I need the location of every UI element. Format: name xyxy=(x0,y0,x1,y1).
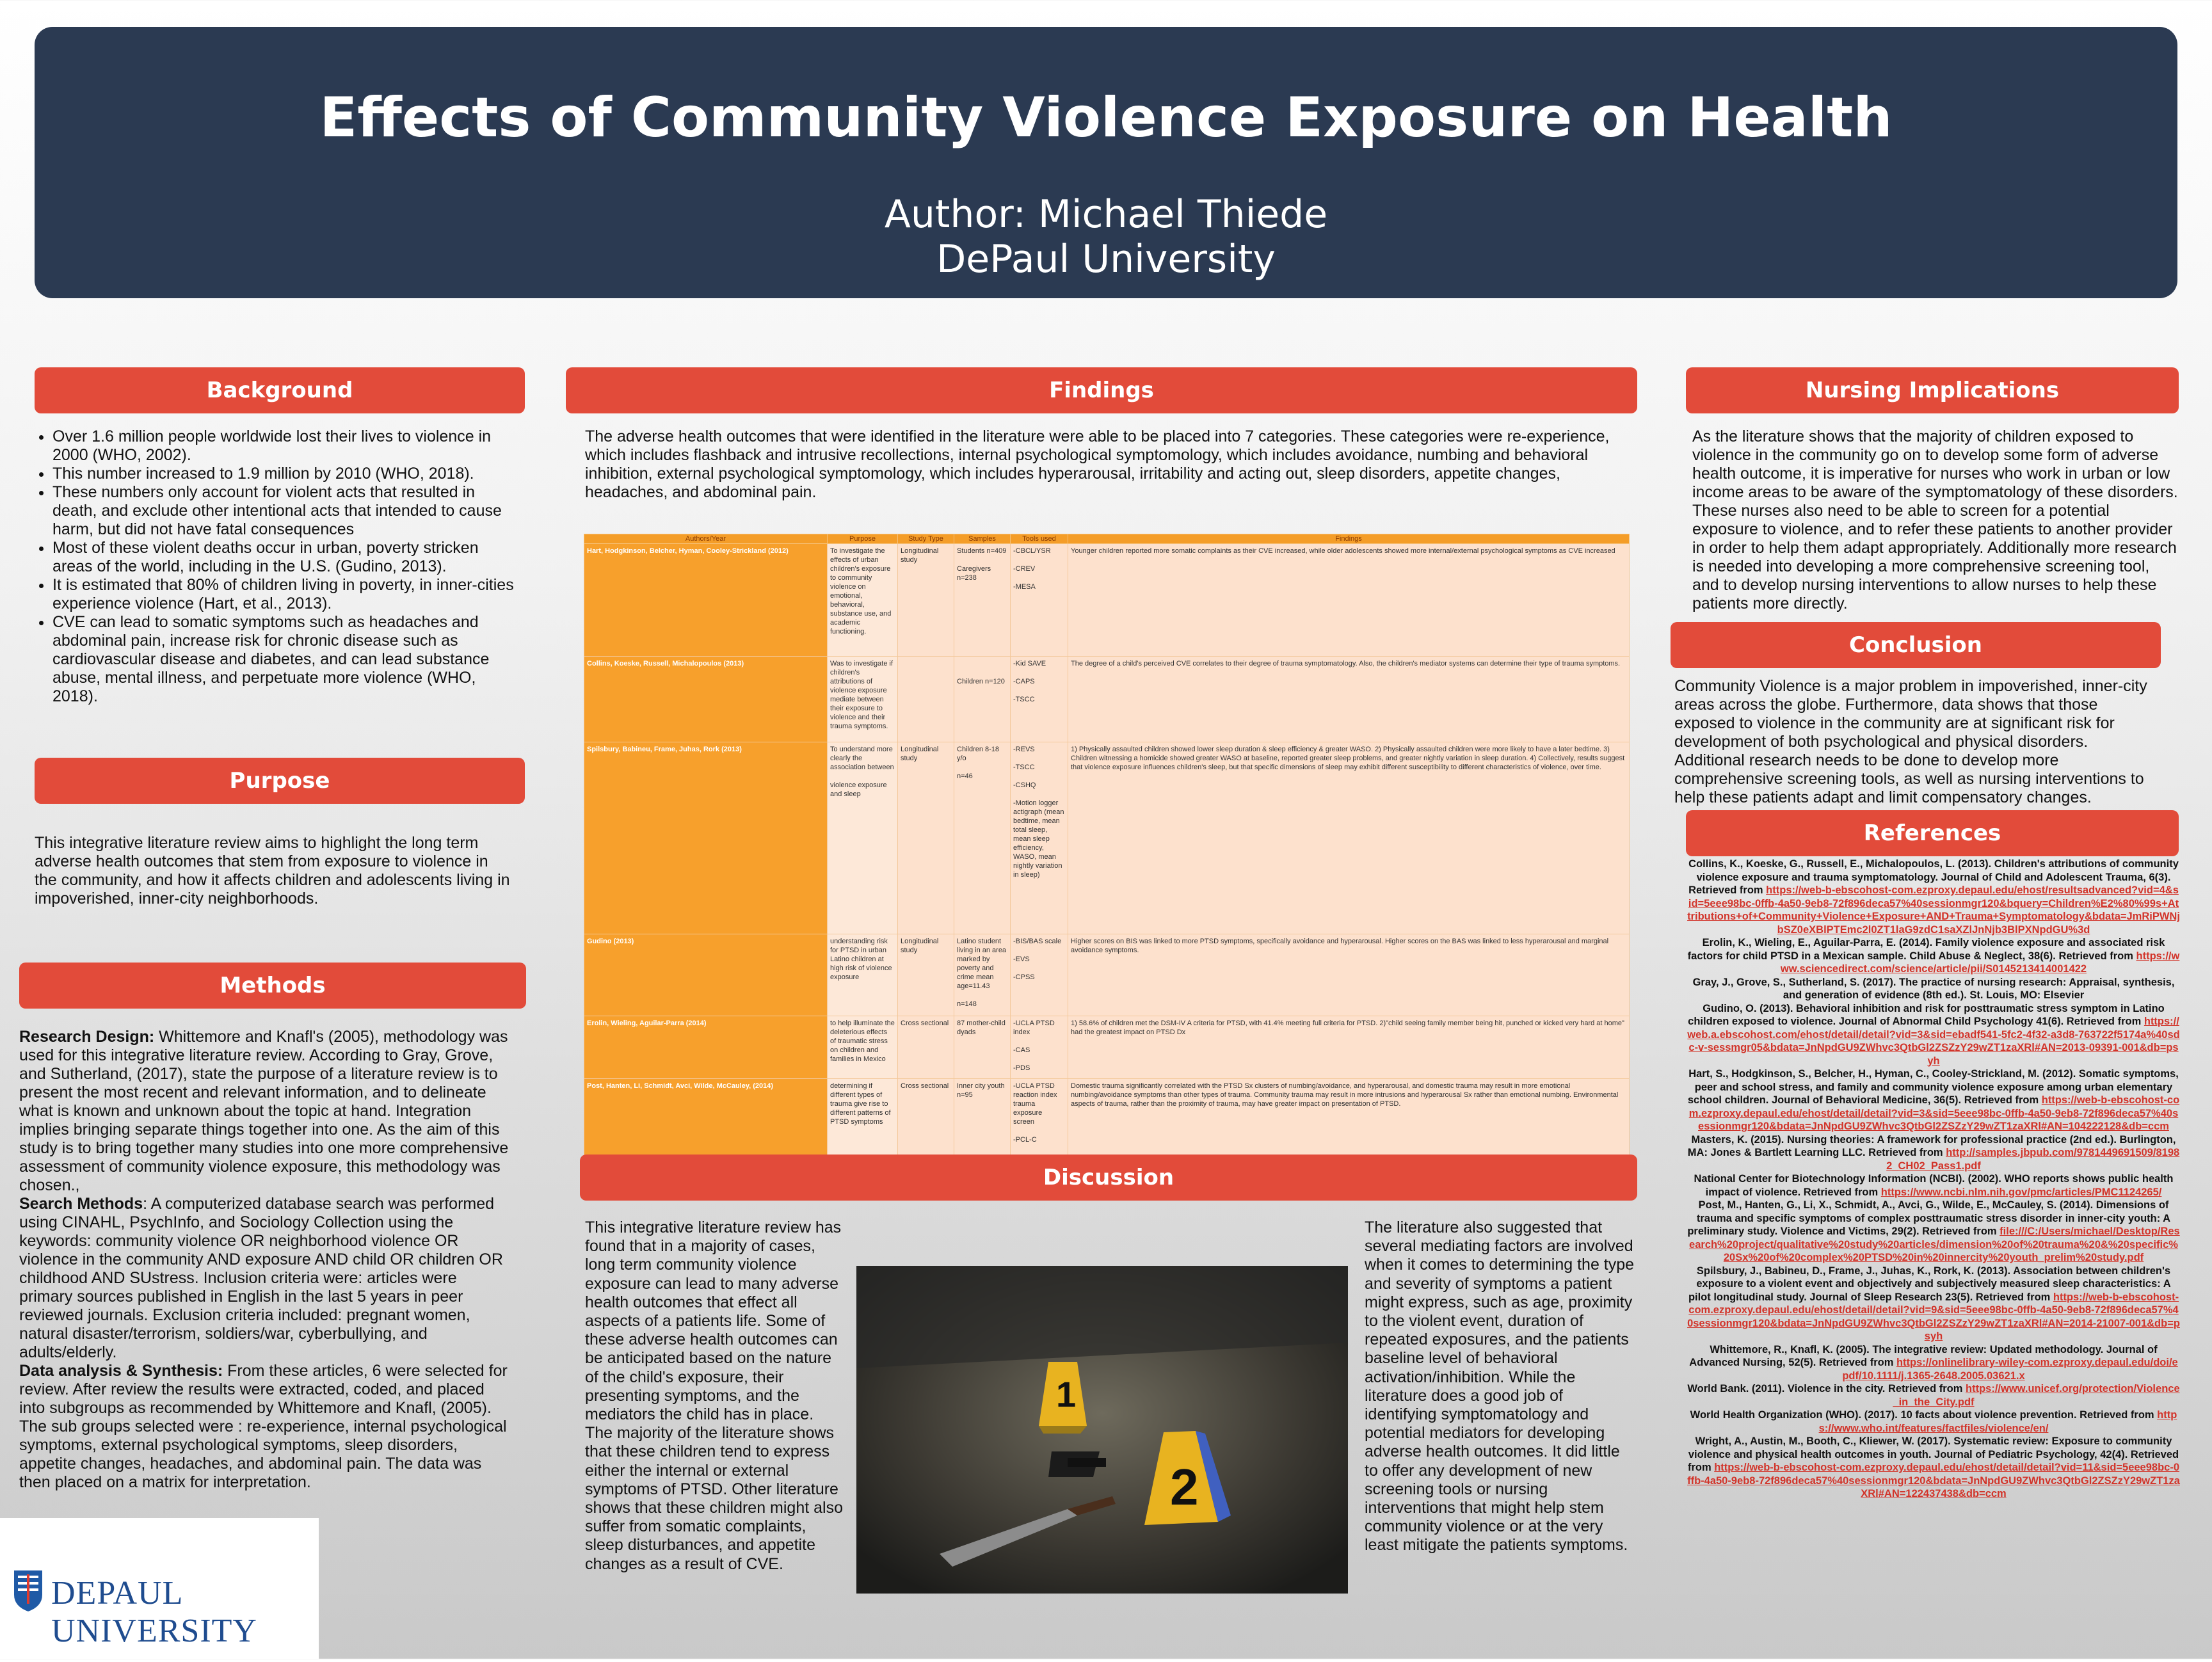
author-line: Author: Michael Thiede xyxy=(884,192,1328,237)
reference-link[interactable]: https://onlinelibrary-wiley-com.ezproxy.depaul.edu/doi/epdf/10.1111/j.1365-2648.2005.03621.x xyxy=(1842,1357,2178,1382)
findings-intro xyxy=(585,427,1628,502)
references-list xyxy=(1687,858,2180,1501)
matrix-cell-tools: -CBCL/YSR -CREV -MESA xyxy=(1011,544,1068,657)
matrix-cell-findings: 1) 58.6% of children met the DSM-IV A criteria for PTSD, with 41.4% meeting full criteria for PTSD. 2)"child seeing family member being hit, punched or kicked very hard at home" had the greatest impact on PTSD Dx xyxy=(1068,1016,1630,1079)
findings-intro-text: The adverse health outcomes that were identified in the literature were able to be placed into 7 categories. These categories were re-experience, which includes flashback and intrusive recollections, internal psychological symptomology, which includes avoidance, numbing and behavioral inhibition, external psychological symptomology, which includes hyperarousal, irritability and acting out, sleep disorders, appetite changes, headaches, and abdominal pain. xyxy=(585,427,1610,501)
background-bullet: • This number increased to 1.9 million by 2010 (WHO, 2018). xyxy=(52,465,521,483)
reference-link[interactable]: https://web-b-ebscohost-com.ezproxy.depaul.edu/ehost/detail/detail?vid=3&sid=5eee98bc-0ffb-4a50-9eb8-72f896deca57%40sessionmgr120&bdata=JnNpdGU9ZWhvc3QtbGl2ZSZzY29wZT1zaXRl#AN=104222128&db=ccm xyxy=(1688,1094,2180,1132)
matrix-cell-authors: Post, Hanten, Li, Schmidt, Avci, Wilde, McCauley, (2014) xyxy=(584,1079,828,1156)
matrix-cell-tools: -UCLA PTSD index -CAS -PDS xyxy=(1011,1016,1068,1079)
findings-header: Findings xyxy=(566,367,1637,413)
reference-text: Post, M., Hanten, G., Li, X., Schmidt, A., Avci, G., Wilde, E., McCauley, S. (2014). Dimensions of trauma and specific symptoms of complex posttraumatic stress disorder in inner-city youth: A preliminary study. Violence and Victims, 29(2). Retrieved from xyxy=(1687,1199,2171,1237)
reference-text: Whittemore, R., Knafl, K. (2005). The integrative review: Updated methodology. Journal of Advanced Nursing, 52(5). Retrieved from xyxy=(1689,1343,2158,1368)
search-label: Search Methods xyxy=(19,1195,143,1213)
methods-analysis xyxy=(19,1362,512,1492)
matrix-cell-findings: Younger children reported more somatic complaints as their CVE increased, while older adolescents showed more internal/external psychological symptoms as CVE increased xyxy=(1068,544,1630,657)
nursing-text: As the literature shows that the majority of children exposed to violence in the community go on to develop some form of adverse health outcome, it is imperative for nurses who work in urban or low income areas to be aware of the symptomatology of these disorders. These nurses also need to be able to screen for a potential exposure to violence, and to refer these patients to another provider in order to help them adapt appropriately. Additionally more research is needed into developing a more comprehensive screening tool, and to develop nursing interventions to allow nurses to help these patients more directly. xyxy=(1692,427,2178,612)
nursing-header: Nursing Implications xyxy=(1686,367,2179,413)
matrix-cell-purpose: To investigate the effects of urban children's exposure to community violence on emotional, behavioral, substance use, and academic functioning. xyxy=(828,544,898,657)
matrix-cell-authors: Gudino (2013) xyxy=(584,934,828,1016)
reference-text: National Center for Biotechnology Information (NCBI). (2002). WHO reports shows public health impact of violence. Retrieved from xyxy=(1694,1173,2174,1198)
literature-matrix xyxy=(584,534,1630,1156)
matrix-cell-authors: Spilsbury, Babineu, Frame, Juhas, Rork (2013) xyxy=(584,742,828,934)
matrix-header-cell: Study Type xyxy=(898,534,954,544)
conclusion-body xyxy=(1674,677,2161,807)
matrix-cell-purpose: To understand more clearly the association between violence exposure and sleep xyxy=(828,742,898,934)
reference-link[interactable]: https://www.sciencedirect.com/science/article/pii/S0145213414001422 xyxy=(1780,950,2180,975)
reference-link[interactable]: file:///C:/Users/michael/Desktop/Research%20project/qualitative%20study%20articles/dimension%20of%20trauma%20&%20specific%20Sx%20of%20complex%20PTSD%20in%20innercity%20youth_prelim%20study.pdf xyxy=(1689,1226,2180,1263)
reference-link[interactable]: https://web.a.ebscohost.com/ehost/detail/detail?vid=3&sid=ebadf541-5fc2-4f32-a3d8-763722f5174a%40sdc-v-sessmgr05&bdata=JnNpdGU9ZWhvc3QtbGl2ZSZzY29wZT1zaXRl#AN=2013-09391-001&db=psyh xyxy=(1687,1016,2180,1067)
matrix-cell-tools: -BIS/BAS scale -EVS -CPSS xyxy=(1011,934,1068,1016)
matrix-table xyxy=(584,534,1630,1156)
reference-entry xyxy=(1687,858,2180,936)
reference-entry xyxy=(1687,1002,2180,1068)
matrix-cell-findings: The degree of a child's perceived CVE correlates to their degree of trauma symptomatology. Also, the children's mediator systems can determine their type of trauma symptoms. xyxy=(1068,657,1630,742)
matrix-cell-findings: Higher scores on BIS was linked to more PTSD symptoms, specifically avoidance and hyperarousal. Higher scores on the BAS was linked to less hyperarousal and marginal avoidance symptoms. xyxy=(1068,934,1630,1016)
marker-2-label: 2 xyxy=(1170,1458,1199,1515)
matrix-header-cell: Purpose xyxy=(828,534,898,544)
reference-text: World Bank. (2011). Violence in the city. Retrieved from xyxy=(1687,1383,1966,1394)
matrix-cell-purpose: to help illuminate the deleterious effects of traumatic stress on children and families in Mexico xyxy=(828,1016,898,1079)
matrix-cell-samples: Children 8-18 y/o n=46 xyxy=(954,742,1011,934)
matrix-header-cell: Samples xyxy=(954,534,1011,544)
discussion-right xyxy=(1365,1219,1637,1555)
reference-link[interactable]: https://www.who.int/features/factfiles/violence/en/ xyxy=(1818,1409,2177,1434)
background-bullet: • Most of these violent deaths occur in urban, poverty stricken areas of the world, including in the U.S. (Gudino, 2013). xyxy=(52,539,521,576)
depaul-logo xyxy=(0,1518,319,1659)
matrix-cell-purpose: understanding risk for PTSD in urban Latino children at high risk of violence exposure xyxy=(828,934,898,1016)
matrix-cell-purpose: Was to investigate if children's attributions of violence exposure mediate between their exposure to violence and their trauma symptoms. xyxy=(828,657,898,742)
matrix-cell-type xyxy=(898,657,954,742)
matrix-header-cell: Authors/Year xyxy=(584,534,828,544)
search-text: : A computerized database search was performed using CINAHL, PsychInfo, and Sociology Collection using the keywords: community violence OR neighborhood violence OR violence in the community AND exposure AND child OR children OR childhood AND SUstress. Inclusion criteria were: articles were primary sources published in English in the last 5 years in peer reviewed journals. Exclusion criteria included: pregnant women, natural disaster/terrorism, soldiers/war, cyberbullying, and adults/elderly. xyxy=(19,1195,503,1361)
nursing-body xyxy=(1692,427,2179,613)
methods-body xyxy=(19,1028,512,1492)
conclusion-text: Community Violence is a major problem in impoverished, inner-city areas across the globe. Furthermore, data shows that those exposed to violence in the community are at significant risk for development of both psychological and physical disorders. Additional research needs to be done to develop more comprehensive screening tools, as well as nursing interventions to help these patients adapt and limit compensatory changes. xyxy=(1674,677,2147,806)
matrix-header-cell: Tools used xyxy=(1011,534,1068,544)
background-bullet: • It is estimated that 80% of children living in poverty, in inner-cities experience violence (Hart, et al., 2013). xyxy=(52,576,521,613)
matrix-cell-authors: Collins, Koeske, Russell, Michalopoulos (2013) xyxy=(584,657,828,742)
matrix-row xyxy=(584,657,1630,742)
background-bullet: • CVE can lead to somatic symptoms such as headaches and abdominal pain, increase risk for chronic disease such as cardiovascular disease and diabetes, and can lead substance abuse, mental illness, and perpetuate more violence (WHO, 2018). xyxy=(52,613,521,706)
matrix-row xyxy=(584,544,1630,657)
discussion-header: Discussion xyxy=(580,1155,1637,1201)
matrix-header-cell: Findings xyxy=(1068,534,1630,544)
reference-text: Wright, A., Austin, M., Booth, C., Kliewer, W. (2017). Systematic review: Exposure to community violence and physical health outcomes in youth. Journal of Pediatric Psychology, 42(4). Retrieved from xyxy=(1687,1435,2179,1473)
matrix-row xyxy=(584,1016,1630,1079)
methods-design xyxy=(19,1028,512,1195)
reference-entry xyxy=(1687,1265,2180,1343)
reference-text: Gray, J., Grove, S., Sutherland, S. (2017). The practice of nursing research: Appraisal, synthesis, and generation of evidence (8th ed.). St. Louis, MO: Elsevier xyxy=(1692,976,2175,1001)
purpose-body xyxy=(35,834,513,908)
analysis-label: Data analysis & Synthesis: xyxy=(19,1362,223,1380)
reference-link[interactable]: https://web-b-ebscohost-com.ezproxy.depaul.edu/ehost/resultsadvanced?vid=4&sid=5eee98bc-0ffb-4a50-9eb8-72f896deca57%40sessionmgr120&bquery=Children%E2%80%99s+Attributions+of+Community+Violence+Exposure+AND+Trauma+Symptomatology&bdata=JmRiPWNjbSZ0eXBlPTEmc2l0ZT1laG9zdC1saXZlJnNjb3BlPXNpdGU%3d xyxy=(1687,884,2180,936)
design-text: Whittemore and Knafl's (2005), methodology was used for this integrative literature review. According to Gray, Grove, and Sutherland, (2017), state the purpose of a literature review is to present the most recent and relevant information, and to delineate what is known and unknown about the topic at hand. Integration implies bringing separate things together into one. As the aim of this study is to bring together many studies into one more comprehensive assessment of community violence exposure, this methodology was chosen., xyxy=(19,1028,509,1194)
matrix-cell-samples: Students n=409 Caregivers n=238 xyxy=(954,544,1011,657)
reference-link[interactable]: https://www.ncbi.nlm.nih.gov/pmc/articles/PMC1124265/ xyxy=(1880,1186,2162,1198)
reference-text: Gudino, O. (2013). Behavioral inhibition and risk for posttraumatic stress symptom in Latino children exposed to violence. Journal of Abnormal Child Psychology 41(6). Retrieved from xyxy=(1688,1002,2165,1027)
matrix-row xyxy=(584,934,1630,1016)
matrix-cell-type: Longitudinal study xyxy=(898,544,954,657)
reference-entry xyxy=(1687,1435,2180,1501)
matrix-cell-type: Cross sectional xyxy=(898,1079,954,1156)
matrix-cell-samples: Inner city youth n=95 xyxy=(954,1079,1011,1156)
crime-scene-photo xyxy=(856,1266,1348,1594)
matrix-cell-type: Cross sectional xyxy=(898,1016,954,1079)
matrix-header-row xyxy=(584,534,1630,544)
university-line: DePaul University xyxy=(936,237,1276,282)
reference-entry xyxy=(1687,1382,2180,1409)
reference-text: Spilsbury, J., Babineu, D., Frame, J., Juhas, K., Rork, K. (2013). Association between children's exposure to a violent event and objectively and subjectively measured sleep characteristics: A pilot longitudinal study. Journal of Sleep Research 23(5). Retrieved from xyxy=(1688,1265,2171,1303)
matrix-cell-findings: Domestic trauma significantly correlated with the PTSD Sx clusters of numbing/avoidance, and hyperarousal, and domestic trauma may result in more emotional numbing/avoidance symptoms than other types of trauma. Community trauma may result in more intrusions and hyperarousal Sx rather than emotional numbing. Environmental aspects of trauma, rather than the proximity of trauma, may have greater impact on presentation of PTSD. xyxy=(1068,1079,1630,1156)
design-label: Research Design: xyxy=(19,1028,155,1046)
reference-entry xyxy=(1687,976,2180,1002)
reference-text: Masters, K. (2015). Nursing theories: A framework for professional practice (2nd ed.). Burlington, MA: Jones & Bartlett Learning LLC. Retrieved from xyxy=(1687,1133,2176,1158)
matrix-cell-tools: -Kid SAVE -CAPS -TSCC xyxy=(1011,657,1068,742)
matrix-cell-samples: 87 mother-child dyads xyxy=(954,1016,1011,1079)
background-header: Background xyxy=(35,367,525,413)
title-banner xyxy=(35,27,2177,298)
analysis-text: From these articles, 6 were selected for review. After review the results were extracted, coded, and placed into subgroups as recommended by Whittemore and Knafl, (2005). The sub groups selected were : re-experience, internal psychological symptoms, external psychological symptoms, sleep disorders, appetite changes, headaches, and abdominal pain. The data was then placed on a matrix for interpretation. xyxy=(19,1362,508,1491)
marker-1-label: 1 xyxy=(1056,1374,1077,1414)
matrix-body xyxy=(584,544,1630,1156)
reference-text: Collins, K., Koeske, G., Russell, E., Michalopoulos, L. (2013). Children's attributions of community violence exposure and trauma symptomatology. Journal of Child and Adolescent Trauma, 6(3). Retrieved from xyxy=(1688,858,2179,896)
reference-text: Hart, S., Hodgkinson, S., Belcher, H., Hyman, C., Cooley-Strickland, M. (2012). Somatic symptoms, peer and school stress, and family and community violence exposure among urban elementary school children. Journal of Behavioral Medicine, 36(5). Retrieved from xyxy=(1687,1068,2179,1106)
background-body xyxy=(35,427,521,706)
evidence-markers-image xyxy=(856,1266,1348,1594)
background-bullets xyxy=(35,427,521,706)
reference-entry xyxy=(1687,1199,2180,1265)
purpose-text: This integrative literature review aims to highlight the long term adverse health outcomes that stem from exposure to violence in the community, and how it affects children and adolescents living in impoverished, inner-city neighborhoods. xyxy=(35,834,510,907)
references-header: References xyxy=(1686,810,2179,856)
background-bullet: • These numbers only account for violent acts that resulted in death, and exclude other intentional acts that intended to cause harm, but did not have fatal consequences xyxy=(52,483,521,539)
matrix-cell-tools: -UCLA PTSD reaction index trauma exposure screen -PCL-C xyxy=(1011,1079,1068,1156)
reference-text: Erolin, K., Wieling, E., Aguilar-Parra, E. (2014). Family violence exposure and associated risk factors for child PTSD in a Mexican sample. Child Abuse & Neglect, 38(6). Retrieved from xyxy=(1687,937,2165,962)
poster-title: Effects of Community Violence Exposure on Health xyxy=(319,86,1893,150)
matrix-cell-authors: Hart, Hodgkinson, Belcher, Hyman, Cooley-Strickland (2012) xyxy=(584,544,828,657)
matrix-cell-purpose: determining if different types of trauma give rise to different patterns of PTSD symptoms xyxy=(828,1079,898,1156)
matrix-row xyxy=(584,742,1630,934)
methods-header: Methods xyxy=(19,963,526,1009)
background-bullet: • Over 1.6 million people worldwide lost their lives to violence in 2000 (WHO, 2002). xyxy=(52,427,521,465)
depaul-wordmark: DEPAUL UNIVERSITY xyxy=(51,1575,257,1649)
reference-entry xyxy=(1687,1409,2180,1435)
matrix-row xyxy=(584,1079,1630,1156)
reference-link[interactable]: https://web-b-ebscohost-com.ezproxy.depaul.edu/ehost/detail/detail?vid=9&sid=5eee98bc-0ffb-4a50-9eb8-72f896deca57%40sessionmgr120&bdata=JnNpdGU9ZWhvc3QtbGl2ZSZzY29wZT1zaXRl#AN=2014-21007-001&db=psyh xyxy=(1687,1291,2180,1342)
reference-entry xyxy=(1687,1133,2180,1173)
reference-text: World Health Organization (WHO). (2017). 10 facts about violence prevention. Retrieved from xyxy=(1690,1409,2158,1421)
matrix-cell-type: Longitudinal study xyxy=(898,934,954,1016)
conclusion-header: Conclusion xyxy=(1671,622,2161,668)
reference-link[interactable]: http://samples.jbpub.com/9781449691509/81982_CH02_Pass1.pdf xyxy=(1886,1147,2180,1172)
discussion-right-text: The literature also suggested that several mediating factors are involved when it comes to determining the type and severity of symptoms a patient might express, such as age, proximity to the violent event, duration of repeated exposures, and the patients baseline level of behavioral activation/inhibition. While the literature does a good job of identifying symptomatology and potential mediators for developing adverse health outcomes. It did little to offer any development of new screening tools or nursing interventions that might help stem community violence or at the very least mitigate the patients symptoms. xyxy=(1365,1219,1635,1554)
methods-search xyxy=(19,1195,512,1362)
matrix-cell-type: Longitudinal study xyxy=(898,742,954,934)
matrix-cell-samples: Children n=120 xyxy=(954,657,1011,742)
reference-entry xyxy=(1687,1343,2180,1383)
reference-entry xyxy=(1687,1172,2180,1199)
reference-entry xyxy=(1687,1067,2180,1133)
reference-entry xyxy=(1687,936,2180,976)
reference-link[interactable]: https://web-b-ebscohost-com.ezproxy.depaul.edu/ehost/detail/detail?vid=11&sid=5eee98bc-0ffb-4a50-9eb8-72f896deca57%40sessionmgr120&bdata=JnNpdGU9ZWhvc3QtbGl2ZSZzY29wZT1zaXRl#AN=122437438&db=ccm xyxy=(1687,1462,2180,1499)
matrix-cell-tools: -REVS -TSCC -CSHQ -Motion logger actigraph (mean bedtime, mean total sleep, mean sleep efficiency, WASO, mean nightly variation in sleep) xyxy=(1011,742,1068,934)
discussion-left-text: This integrative literature review has found that in a majority of cases, long term community violence exposure can lead to many adverse health outcomes that effect all aspects of a patients life. Some of these adverse health outcomes can be anticipated based on the nature of the child's exposure, their presenting symptoms, and the mediators the child has in place. The majority of the literature shows that these children tend to express either the internal or external symptoms of PTSD. Other literature shows that these children might also suffer from somatic complaints, sleep disturbances, and appetite changes as a result of CVE. xyxy=(585,1219,843,1573)
discussion-left xyxy=(585,1219,844,1574)
purpose-header: Purpose xyxy=(35,758,525,804)
matrix-cell-findings: 1) Physically assaulted children showed lower sleep duration & sleep efficiency & greater WASO. 2) Physically assaulted children were more likely to have a later bedtime. 3) Children witnessing a homicide showed greater WASO at baseline, reported greater sleep problems, and greater nightly variation in sleep duration. 4) Collectively, results suggest that violence exposure influences children's sleep, but that specific dimensions of sleep may exhibit different susceptibility to different characteristics of violence, over time. xyxy=(1068,742,1630,934)
matrix-cell-authors: Erolin, Wieling, Aguilar-Parra (2014) xyxy=(584,1016,828,1079)
matrix-cell-samples: Latino student living in an area marked by poverty and crime mean age=11.43 n=148 xyxy=(954,934,1011,1016)
reference-link[interactable]: https://www.unicef.org/protection/Violence_in_the_City.pdf xyxy=(1893,1383,2180,1408)
